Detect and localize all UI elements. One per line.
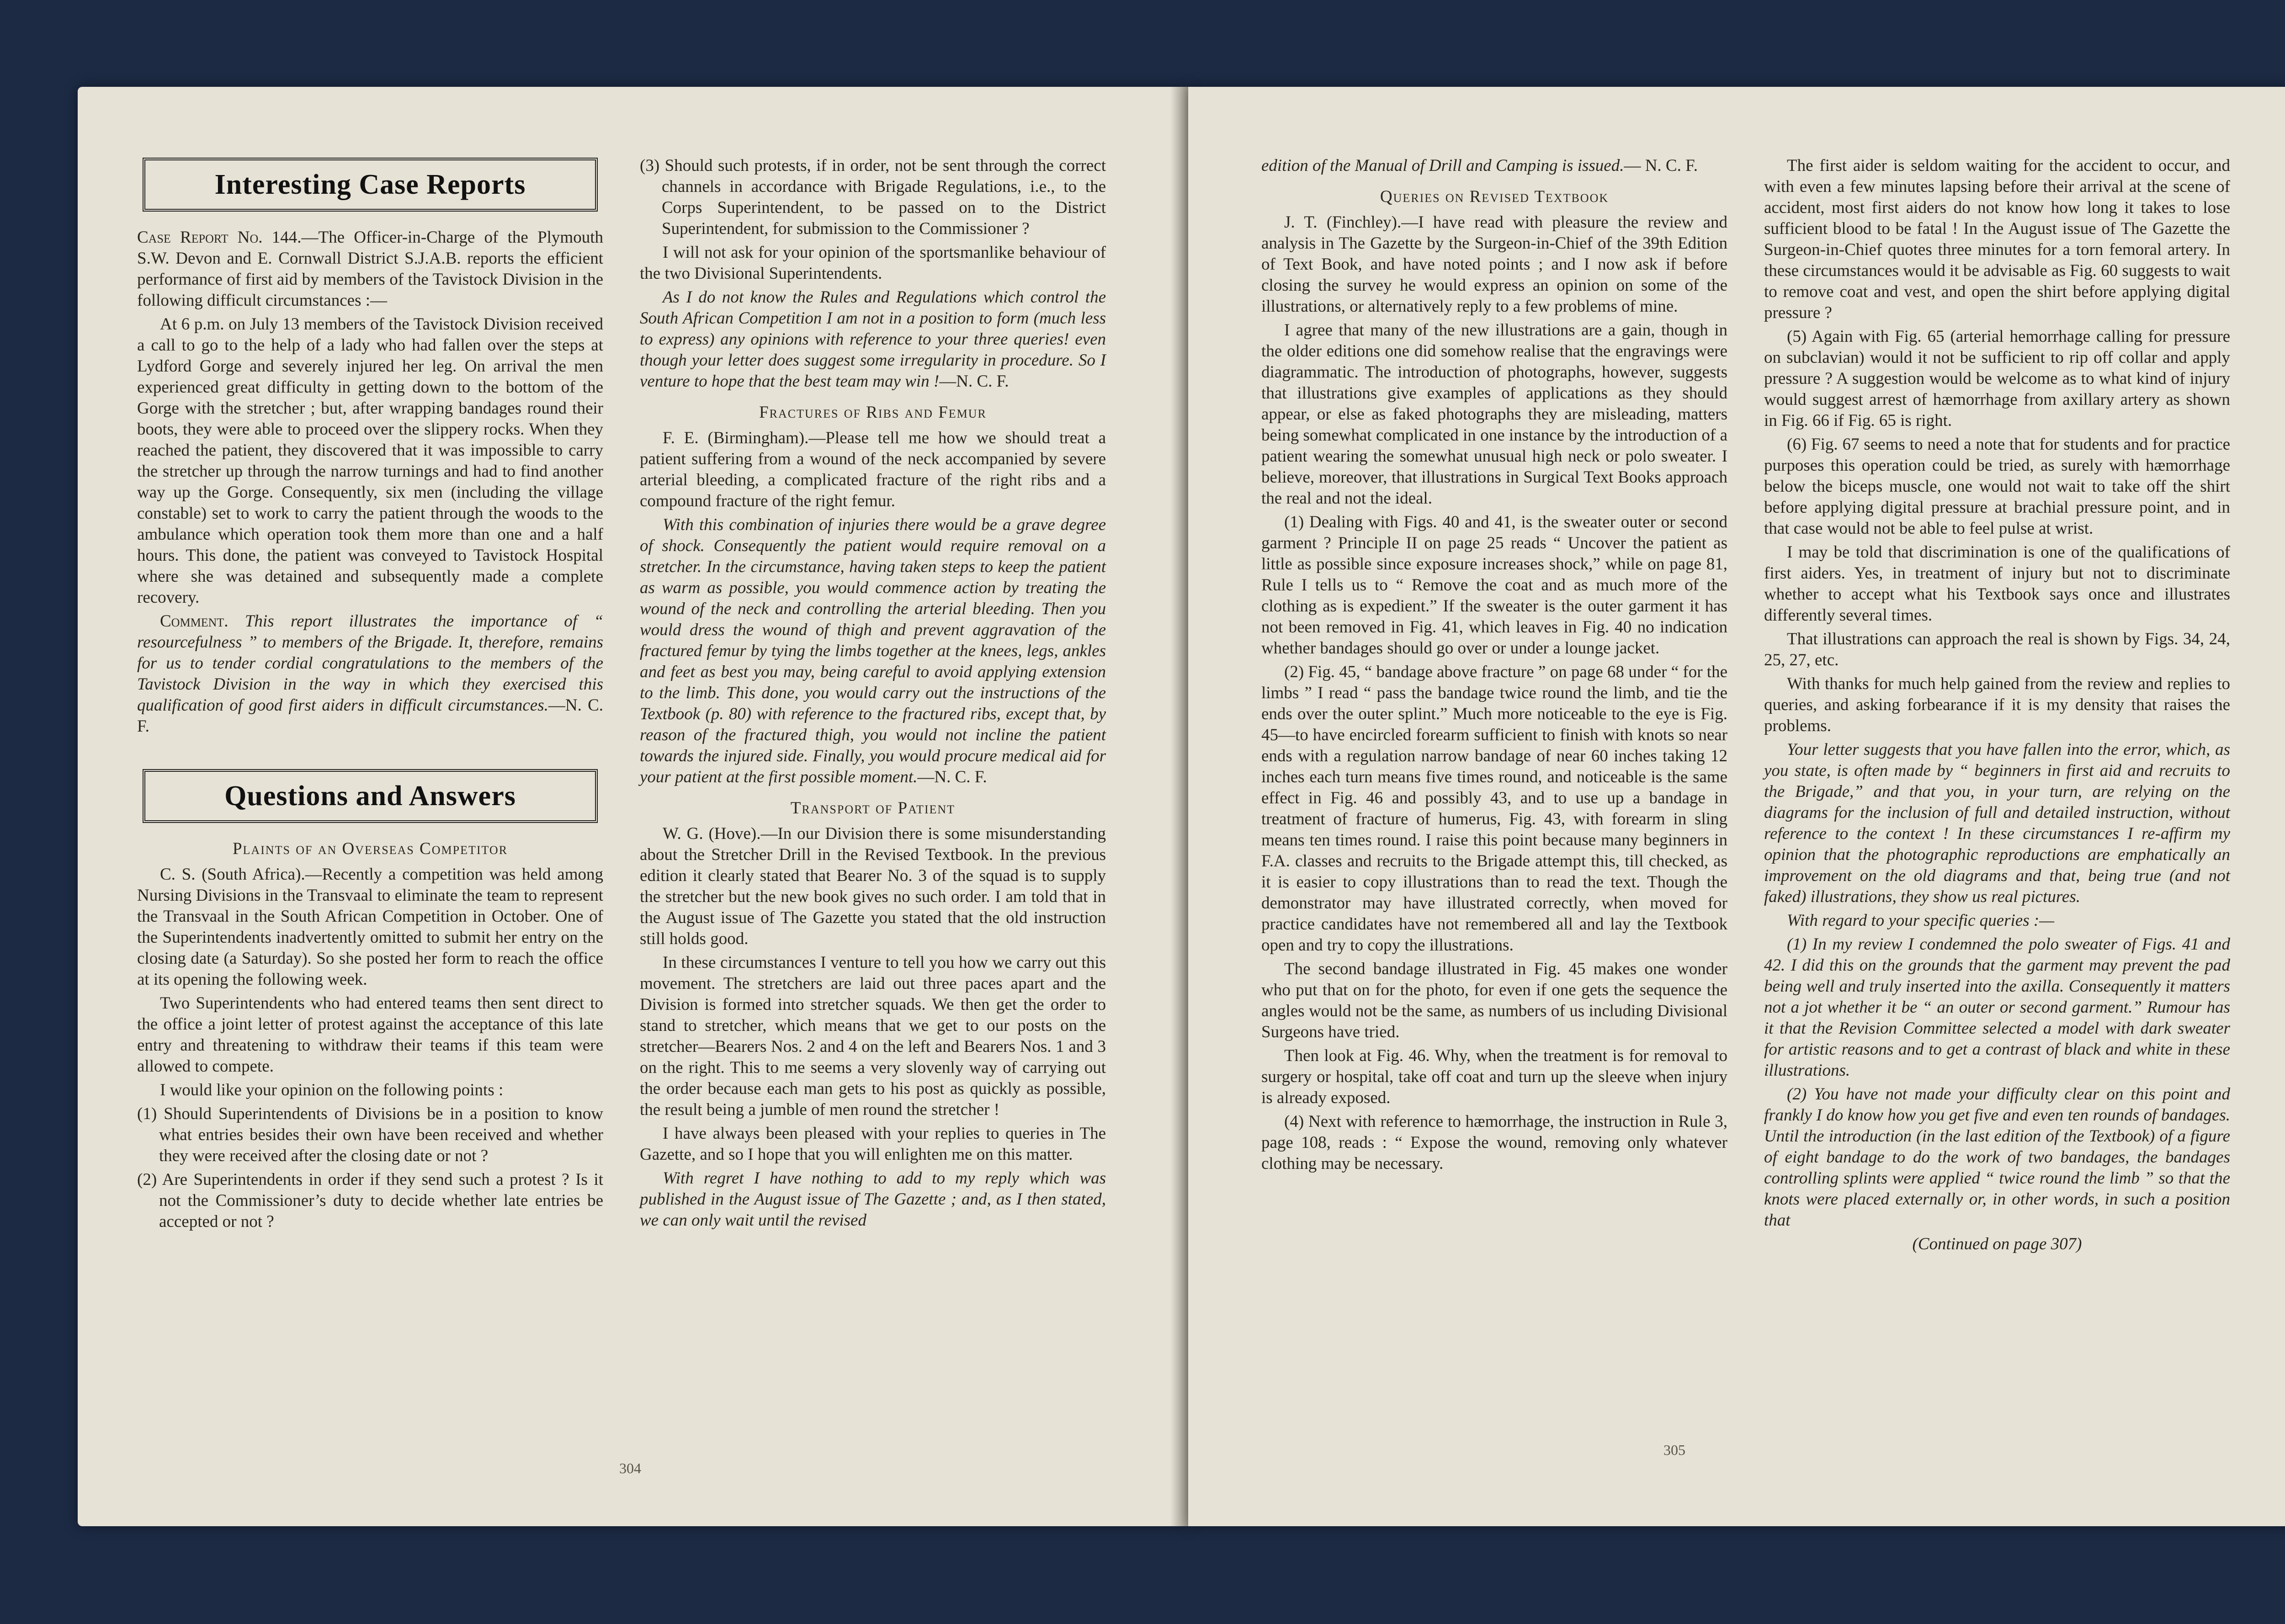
queries-paragraph-7: (4) Next with reference to hæmorrhage, the instruction in Rule 3, page 108, reads : “ Expose the wound, removing only whatever clothing may be necessary.	[1261, 1112, 1727, 1173]
page-number-right: 305	[1663, 1442, 1685, 1458]
fractures-question: F. E. (Birmingham).—Please tell me how we should treat a patient suffering from a wound of the neck accompanied by severe arterial bleeding, a complicated fracture of the right ribs and a compound fracture of the right femur.	[640, 429, 1106, 510]
col4-answer-2: With regard to your specific queries :—	[1787, 911, 2055, 930]
heading-questions-and-answers: Questions and Answers	[143, 769, 598, 823]
heading-interesting-case-reports: Interesting Case Reports	[143, 158, 598, 212]
col4-paragraph-4: I may be told that discrimination is one of the qualifications of first aiders. Yes, in treatment of injury but not to discriminate whether to accept what his Textbook says once and illustrates differently several times.	[1764, 543, 2230, 625]
col4-answer-3: (1) In my review I condemned the polo sweater of Figs. 41 and 42. I did this on the grounds that the garment may prevent the pad being well and truly inserted into the axilla. Consequently it matters not a jot whether it be “ an outer or second garment.” Rumour has it that the Revision Committee selected a model with dark sweater for artistic reasons and to get a contrast of black and white in these illustrations.	[1764, 935, 2230, 1080]
answer-2-text: With this combination of injuries there would be a grave degree of shock. Consequently the patient would require removal on a stretcher. In the circumstance, having taken steps to keep the patient as warm as possible, you would commence action by treating the wound of the neck and controlling the arterial bleeding. Then you would dress the wound of thigh and prevent aggravation of the fractured femur by tying the limbs together at the knees, legs, ankles and feet as best you may, being careful to avoid applying extension to the limb. This done, you would carry out the instructions of the Textbook (p. 80) with reference to the fractured ribs, except that, by reason of the fractured thigh, you would not incline the patient towards the injured side. Finally, you would procure medical aid for your patient at the first possible moment.	[640, 515, 1106, 786]
answer-3-continued	[1261, 155, 1727, 176]
case-report-paragraph	[137, 227, 603, 311]
transport-paragraph-3: I have always been pleased with your replies to queries in The Gazette, and so I hope that you will enlighten me on this matter.	[640, 1124, 1106, 1164]
answer-3-sign: — N. C. F.	[1624, 156, 1698, 175]
answer-3: With regret I have nothing to add to my reply which was published in the August issue of The Gazette ; and, as I then stated, we can only wait until the revised	[640, 1169, 1106, 1230]
qa-paragraph-2: Two Superintendents who had entered teams then sent direct to the office a joint letter of protest against the acceptance of this late entry and threatening to withdraw their teams if this team were allowed to compete.	[137, 994, 603, 1076]
right-column-1	[1261, 155, 1727, 1177]
col4-paragraph-3: (6) Fig. 67 seems to need a note that for students and for practice purposes this operation could be tried, as surely with hæmorrhage below the biceps muscle, one would not wait to take off the shirt before applying digital pressure at brachial pressure point, and in that case would not be able to feel pulse at wrist.	[1764, 435, 2230, 538]
queries-paragraph-4: (2) Fig. 45, “ bandage above fracture ” on page 68 under “ for the limbs ” I read “ pass the bandage twice round the limb, and tie the ends over the outer splint.” Much more noticeable to the eye is Fig. 45—to have encircled forearm sufficient to finish with knots so near ends with a regulation narrow bandage of near 60 inches taking 12 inches each turn means five times round, and noticeable is the same effect in Fig. 46 and possibly 43, and to use up a bandage in treatment of fracture of humerus, Fig. 43, with forearm in sling means ten times round. I raise this point because many beginners in F.A. classes and recruits to the Brigade attempt this, till checked, as it is easier to copy illustrations than to read the text. Though the demonstrator may have illustrated correctly, when moved for practice candidates have not remembered all and lay the Textbook open and try to copy the illustrations.	[1261, 663, 1727, 955]
queries-paragraph-2: I agree that many of the new illustrations are a gain, though in the older editions one did somehow realise that the engravings were diagrammatic. The introduction of photographs, however, suggests that illustrations give examples of applications as they should appear, or else as faked photographs they are misleading, matters being somewhat complicated in one instance by the introduction of a patient wearing the somewhat unusual high neck or polo sweater. I believe, moreover, that illustrations in Surgical Text Books approach the real and not the ideal.	[1261, 321, 1727, 508]
comment-text: This report illustrates the importance of “ resourcefulness ” to members of the Brigade. It, therefore, remains for us to tender cordial congratulations to the members of the Tavistock Division in the way in which they exercised this qualification of good first aiders in difficult circumstances.	[137, 612, 603, 715]
sportsmanship-paragraph: I will not ask for your opinion of the sportsmanlike behaviour of the two Divisional Superintendents.	[640, 243, 1106, 283]
queries-paragraph-5: The second bandage illustrated in Fig. 45 makes one wonder who put that on for the photo, for even if one gets the sequence the angles would not be the same, as numbers of us including Divisional Surgeons have tried.	[1261, 960, 1727, 1041]
subheading-transport: Transport of Patient	[790, 799, 956, 817]
qa-question-2: (2) Are Superintendents in order if they send such a protest ? Is it not the Commissioner’s duty to decide whether late entries be accepted or not ?	[137, 1170, 603, 1231]
col4-paragraph-1: The first aider is seldom waiting for the accident to occur, and with even a few minutes lapsing before their arrival at the scene of accident, most first aiders do not know how long it takes to lose sufficient blood to be fatal ! In the August issue of The Gazette the Surgeon-in-Chief quotes three minutes for a torn femoral artery. In these circumstances would it be advisable as Fig. 60 suggests to wait to remove coat and vest, and open the shirt before applying digital pressure ?	[1764, 156, 2230, 322]
page-number-left: 304	[619, 1460, 641, 1476]
subheading-queries: Queries on Revised Textbook	[1380, 187, 1609, 206]
answer-2	[640, 515, 1106, 788]
right-page	[1188, 87, 2285, 1526]
answer-2-sign: —N. C. F.	[917, 768, 987, 786]
answer-1-sign: —N. C. F.	[939, 372, 1009, 391]
col4-paragraph-6: With thanks for much help gained from the review and replies to queries, and asking forbearance if it is my density that raises the problems.	[1764, 674, 2230, 735]
col4-answer-1: Your letter suggests that you have fallen into the error, which, as you state, is often made by “ beginners in first aid and recruits to the Brigade,” and that you, in your turn, are relying on the diagrams for the inclusion of full and detailed instruction, without reference to the context ! In these circumstances I re-affirm my opinion that the photographic reproductions are emphatically an improvement on the old diagrams and that, being true (and not faked) illustrations, they show us real pictures.	[1764, 740, 2230, 906]
left-page	[78, 87, 1188, 1526]
answer-1	[640, 287, 1106, 392]
right-column-2	[1764, 155, 2230, 1258]
col4-answer-4: (2) You have not made your difficulty clear on this point and frankly I do know how you get five and even ten rounds of bandages. Until the introduction (in the last edition of the Textbook) of a figure of eight bandage to do the work of two bandages, the bandages controlling splints were applied “ twice round the limb ” so that the knots were placed externally or, in other words, in such a position that	[1764, 1085, 2230, 1230]
left-column-2	[640, 155, 1106, 1234]
queries-paragraph-6: Then look at Fig. 46. Why, when the treatment is for removal to surgery or hospital, take off coat and turn up the sleeve when injury is already exposed.	[1261, 1046, 1727, 1107]
left-column-1	[137, 149, 603, 1235]
queries-paragraph-1: J. T. (Finchley).—I have read with pleasure the review and analysis in The Gazette by the Surgeon-in-Chief of the 39th Edition of Text Book, and have noted points ; and I now ask if before closing the survey he would express an opinion on some of the illustrations, or alternatively reply to a few problems of mine.	[1261, 213, 1727, 316]
case-report-lead: Case Report No. 144.	[137, 228, 302, 247]
qa-question-3: (3) Should such protests, if in order, not be sent through the correct channels in accordance with Brigade Regulations, i.e., to the Corps Superintendent, to be passed on to the District Superintendent, for submission to the Commissioner ?	[640, 156, 1106, 238]
transport-paragraph-1: W. G. (Hove).—In our Division there is some misunderstanding about the Stretcher Drill in the Revised Textbook. In the previous edition it clearly stated that Bearer No. 3 of the squad is to supply the stretcher but the new book gives no such order. I am told that in the August issue of The Gazette you stated that the old instruction still holds good.	[640, 824, 1106, 948]
subheading-plaints: Plaints of an Overseas Competitor	[232, 839, 508, 858]
qa-paragraph-1: C. S. (South Africa).—Recently a competition was held among Nursing Divisions in the Transvaal to eliminate the team to represent the Transvaal in the South African Competition in October. One of the Superintendents inadvertently omitted to submit her entry on the closing date (a Saturday). So she posted her form to reach the office at its opening the following week.	[137, 865, 603, 989]
answer-3-cont-text: edition of the Manual of Drill and Camping is issued.	[1261, 156, 1624, 175]
case-report-body: At 6 p.m. on July 13 members of the Tavistock Division received a call to go to the help of a lady who had fallen over the steps at Lydford Gorge and severely injured her leg. On arrival the men experienced great difficulty in getting down to the bottom of the Gorge with the stretcher ; but, after wrapping bandages round their boots, they were able to proceed over the slippery rocks. When they reached the patient, they discovered that it was impossible to carry the stretcher up through the narrow turnings and had to find another way up the Gorge. Consequently, six men (including the village constable) set to work to carry the patient through the woods to the ambulance which operation took them more than one and a half hours. This done, the patient was conveyed to Tavistock Hospital where she was detained and subsequently made a complete recovery.	[137, 315, 603, 607]
col4-paragraph-5: That illustrations can approach the real is shown by Figs. 34, 24, 25, 27, etc.	[1764, 630, 2230, 669]
subheading-fractures: Fractures of Ribs and Femur	[759, 403, 987, 422]
continued-note: (Continued on page 307)	[1912, 1235, 2082, 1253]
qa-question-1: (1) Should Superintendents of Divisions be in a position to know what entries besides their own have been received and whether they were received after the closing date or not ?	[137, 1104, 603, 1165]
answer-1-text: As I do not know the Rules and Regulations which control the South African Competition I am not in a position to form (much less to express) any opinions with reference to your three queries! even though your letter does suggest some irregularity in procedure. So I venture to hope that the best team may win !	[640, 288, 1106, 391]
qa-paragraph-3: I would like your opinion on the following points :	[160, 1081, 504, 1099]
comment-lead: Comment.	[160, 612, 228, 631]
col4-paragraph-2: (5) Again with Fig. 65 (arterial hemorrhage calling for pressure on subclavian) would it not be sufficient to rip off collar and apply pressure ? A suggestion would be welcome as to what kind of injury would suggest arrest of hæmorrhage from axillary artery as shown in Fig. 66 if Fig. 65 is right.	[1764, 327, 2230, 430]
case-report-text: —The Officer-in-Charge of the Plymouth S.W. Devon and E. Cornwall District S.J.A.B. reports the efficient performance of first aid by members of the Tavistock Division in the following difficult circumstances :—	[137, 228, 603, 310]
comment-sign: —N. C. F.	[137, 696, 603, 736]
comment-paragraph	[137, 611, 603, 737]
queries-paragraph-3: (1) Dealing with Figs. 40 and 41, is the sweater outer or second garment ? Principle II on page 25 reads “ Uncover the patient as little as possible since exposure increases shock,” while on page 81, Rule I tells us to “ Remove the coat and as much more of the clothing as is expedient.” If the sweater is the outer garment it has not been removed in Fig. 41, which leaves in Fig. 40 no indication whether bandages should go over or under a lounge jacket.	[1261, 513, 1727, 658]
transport-paragraph-2: In these circumstances I venture to tell you how we carry out this movement. The stretchers are laid out three paces apart and the Division is formed into stretcher squads. We then get the order to stand to stretcher, which means that we get to our posts on the stretcher—Bearers Nos. 2 and 4 on the left and Bearers Nos. 1 and 3 on the right. This to me seems a very slovenly way of carrying out the order because each man gets to his post as quickly as possible, the result being a jumble of men round the stretcher !	[640, 953, 1106, 1119]
